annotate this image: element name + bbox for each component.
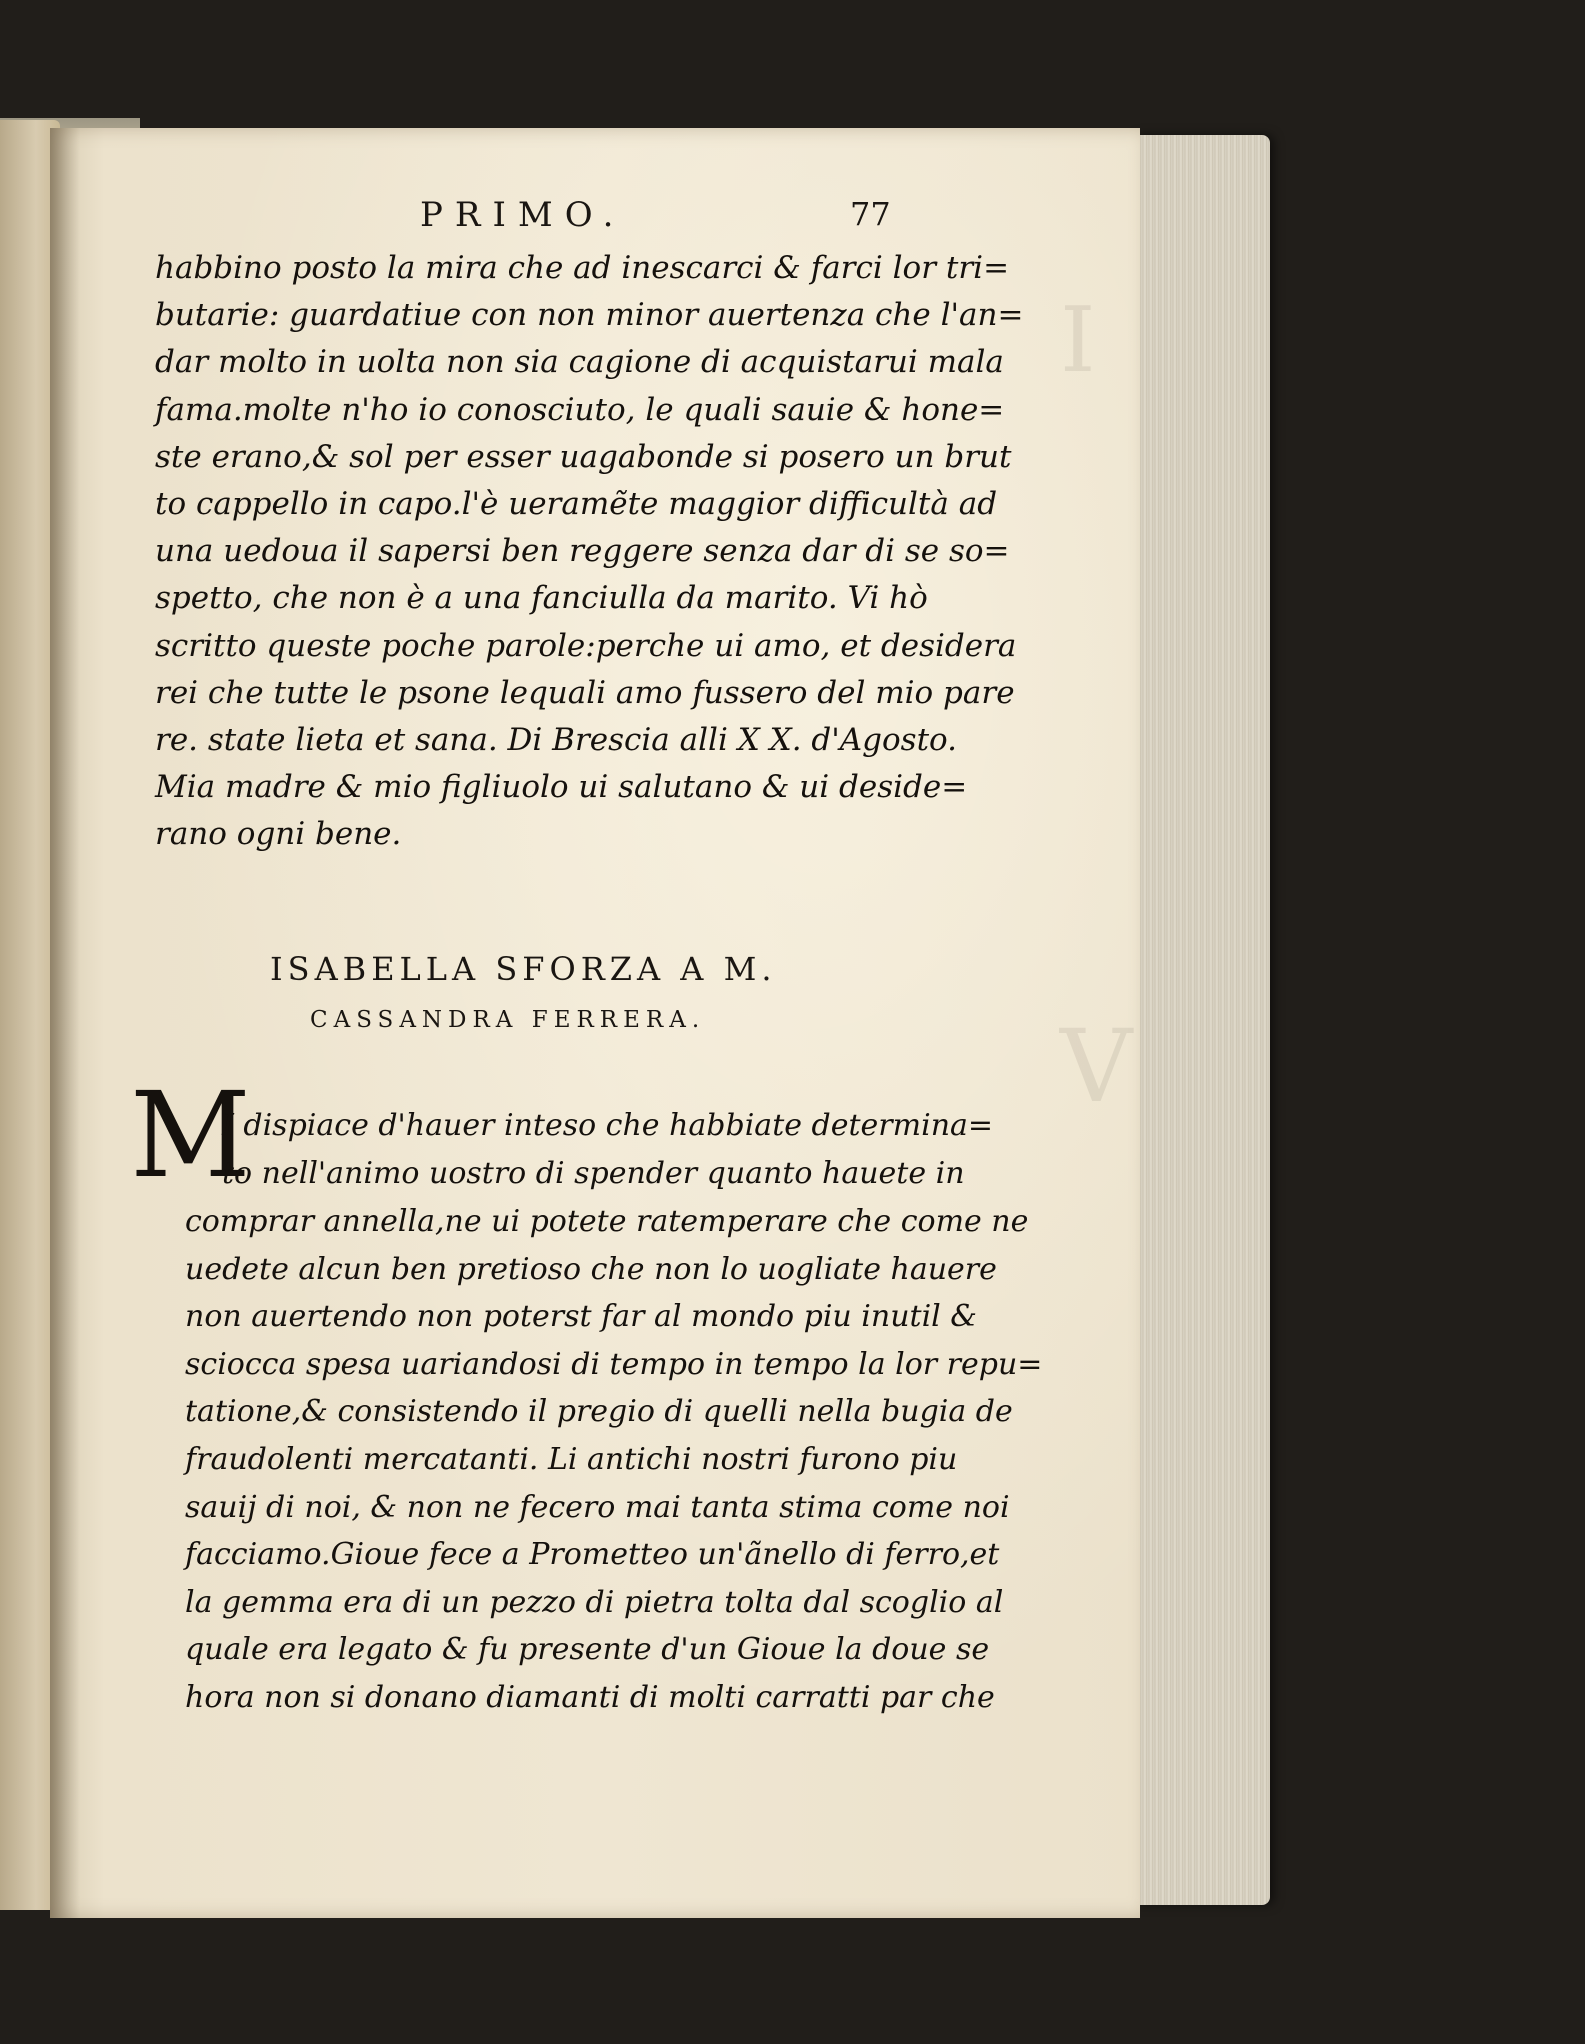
text-line: comprar annella,ne ui potete ratemperare che come ne [185, 1204, 1029, 1239]
text-line: sauij di noi, & non ne fecero mai tanta stima come noi [185, 1489, 1010, 1525]
text-line: sciocca spesa uariandosi di tempo in tempo la lor repu= [185, 1346, 1043, 1382]
text-line: I dispiace d'hauer inteso che habbiate determina= [222, 1108, 994, 1143]
text-line: fraudolenti mercatanti. Li antichi nostri furono piu [185, 1441, 958, 1477]
text-line: butarie: guardatiue con non minor auertenza che l'an= [155, 297, 1024, 334]
text-line: uedete alcun ben pretioso che non lo uogliate hauere [185, 1251, 997, 1287]
text-line: facciamo.Gioue fece a Prometteo un'ãnello di ferro,et [185, 1537, 1000, 1573]
text-line: to cappello in capo.l'è ueramẽte maggior difficultà ad [155, 486, 998, 523]
text-line: hora non si donano diamanti di molti carratti par che [185, 1679, 995, 1715]
text-line: dar molto in uolta non sia cagione di acquistarui mala [155, 344, 1004, 381]
letter-opening-lines [222, 1102, 993, 1198]
text-line: rano ogni bene. [155, 816, 402, 853]
show-through-letter: I [1060, 288, 1096, 393]
show-through-letter: V [1060, 1008, 1133, 1125]
text-line: habbino posto la mira che ad inescarci & farci lor tri= [155, 250, 1010, 286]
text-line: rei che tutte le psone lequali amo fussero del mio pare [155, 674, 1015, 711]
letter-body-text [185, 1198, 1042, 1722]
gutter-shadow [50, 128, 80, 1918]
text-line: to nell'animo uostro di spender quanto hauete in [222, 1156, 965, 1191]
text-line: fama.molte n'ho io conosciuto, le quali sauie & hone= [155, 391, 1005, 428]
text-line: ste erano,& sol per esser uagabonde si posero un brut [155, 438, 1012, 475]
drop-cap: M [130, 1066, 251, 1204]
text-line: una uedoua il sapersi ben reggere senza dar di se so= [155, 533, 1010, 570]
text-line: non auertendo non poterst far al mondo piu inutil & [185, 1299, 978, 1335]
letter-subheading: CASSANDRA FERRERA. [310, 1007, 706, 1033]
running-head: PRIMO. [420, 195, 626, 235]
text-line: spetto, che non è a una fanciulla da marito. Vi hò [155, 580, 928, 617]
text-line: re. state lieta et sana. Di Brescia alli X X. d'Agosto. [155, 722, 958, 759]
letter-heading: ISABELLA SFORZA A M. [270, 950, 777, 988]
text-line: tatione,& consistendo il pregio di quelli nella bugia de [185, 1394, 1013, 1430]
page-header [420, 195, 1020, 235]
page-number: 77 [850, 195, 891, 233]
text-line: scritto queste poche parole:perche ui amo, et desidera [155, 627, 1017, 664]
page-stack-edge [1135, 135, 1270, 1905]
text-line: quale era legato & fu presente d'un Gioue la doue se [185, 1632, 990, 1668]
text-line: la gemma era di un pezzo di pietra tolta dal scoglio al [185, 1584, 1004, 1620]
letter-closing-text [155, 245, 1023, 859]
text-line: Mia madre & mio figliuolo ui salutano & ui deside= [155, 769, 968, 806]
